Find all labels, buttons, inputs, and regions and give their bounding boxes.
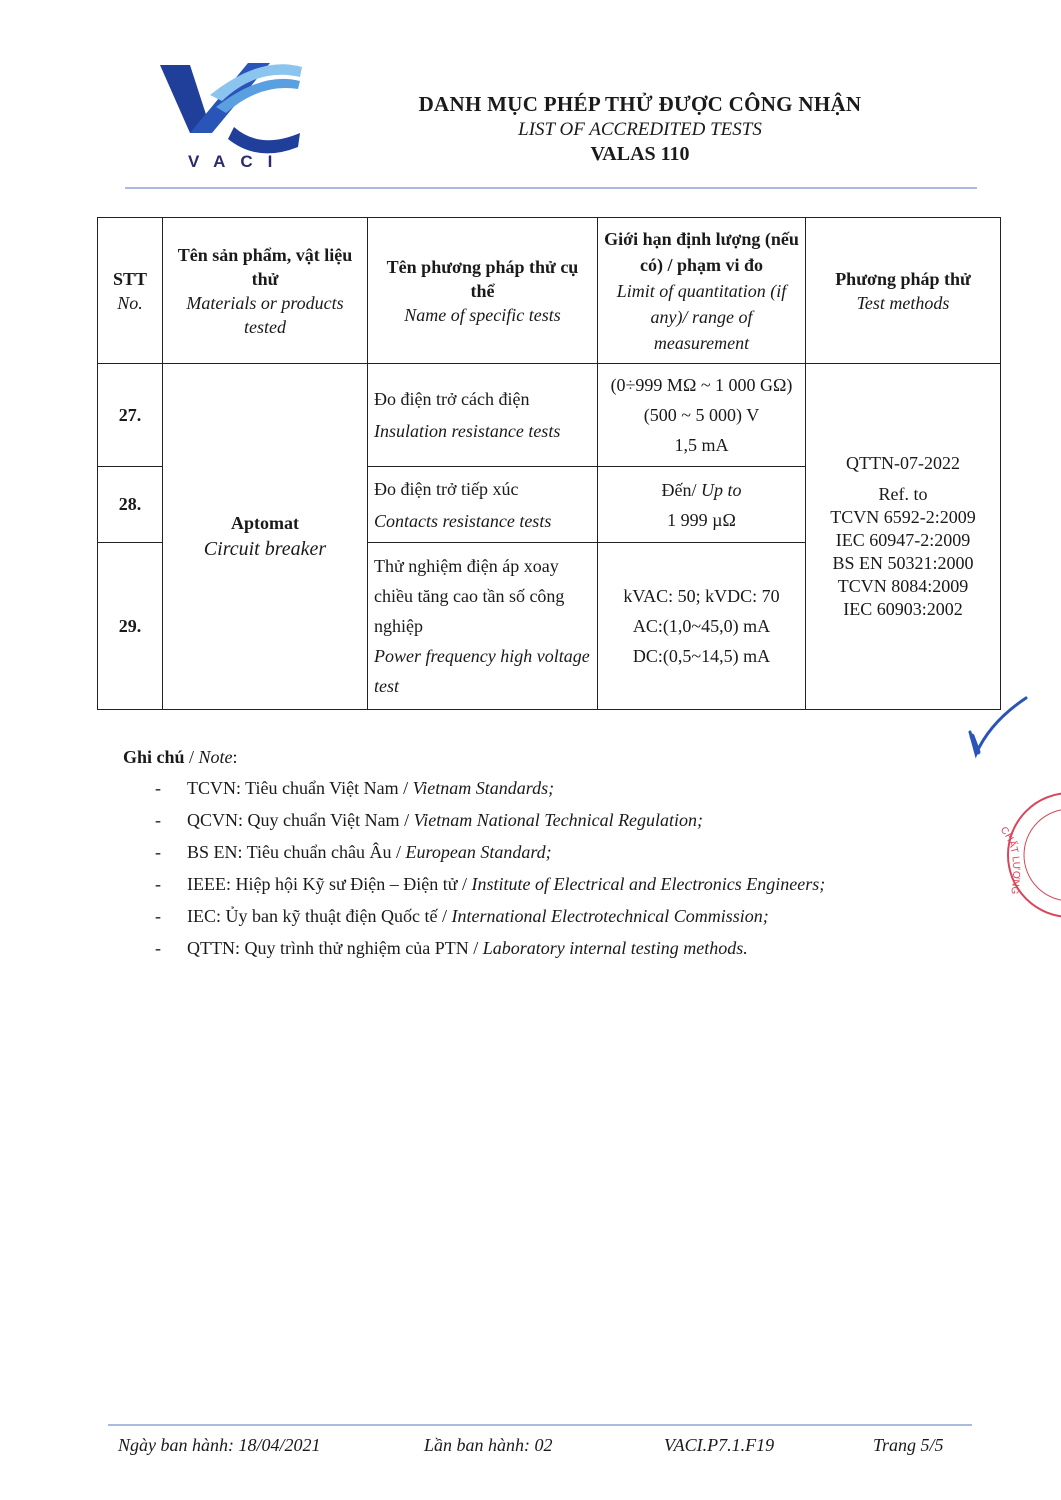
col-header-no-vi: STT [112, 268, 148, 289]
accredited-tests-table [97, 217, 1001, 710]
col-header-test-name-vi: Tên phương pháp thử cụ thể [386, 256, 579, 301]
col-header-material [163, 218, 368, 364]
check-mark-icon [960, 692, 1030, 762]
svg-text:CHẤT LƯỢNG [998, 825, 1022, 895]
notes-list [123, 772, 825, 964]
limit-line: (0÷999 MΩ ~ 1 000 GΩ) [610, 375, 793, 395]
test-name-en: Power frequency high voltage test [374, 646, 590, 696]
note-en: Vietnam National Technical Regulation; [413, 810, 704, 830]
method-line: IEC 60903:2002 [843, 599, 963, 619]
method-line: TCVN 8084:2009 [837, 576, 969, 596]
list-item: - BS EN: Tiêu chuẩn châu Âu / European Standard; [155, 842, 552, 862]
col-header-material-vi: Tên sản phẩm, vật liệu thử [177, 244, 353, 289]
limit-line: AC:(1,0~45,0) mA [632, 616, 771, 636]
list-item: - IEEE: Hiệp hội Kỹ sư Điện – Điện tử / Institute of Electrical and Electronics Engineers; [155, 874, 826, 894]
test-name-cell [368, 543, 598, 710]
notes-title-en: Note [198, 747, 233, 767]
row-number: 27. [98, 364, 163, 467]
note-vi: QCVN: Quy chuẩn Việt Nam [187, 810, 400, 830]
test-name-cell [368, 467, 598, 543]
note-en: International Electrotechnical Commission; [451, 906, 769, 926]
method-line: Ref. to [878, 484, 928, 504]
limit-line: 1 999 µΩ [667, 509, 736, 530]
list-item: - IEC: Ủy ban kỹ thuật điện Quốc tế / International Electrotechnical Commission; [155, 906, 769, 926]
limit-line: (500 ~ 5 000) V [643, 405, 760, 425]
note-vi: IEEE: Hiệp hội Kỹ sư Điện – Điện tử [187, 874, 458, 894]
col-header-material-en: Materials or products tested [186, 292, 344, 337]
col-header-method-en: Test methods [856, 292, 950, 313]
note-en: Institute of Electrical and Electronics Engineers; [471, 874, 826, 894]
col-header-method [806, 218, 1001, 364]
col-header-limit-vi: Giới hạn định lượng (nếu có) / phạm vi đo [604, 228, 799, 275]
note-vi: QTTN: Quy trình thử nghiệm của PTN [187, 938, 469, 958]
document-header [300, 92, 980, 166]
material-name-en: Circuit breaker [203, 537, 327, 560]
header-divider [125, 187, 977, 189]
col-header-test-name [368, 218, 598, 364]
page-number: Trang 5/5 [873, 1435, 944, 1455]
accreditation-code: VALAS 110 [590, 143, 690, 165]
table-row [98, 364, 1001, 467]
revision-number: Lần ban hành: 02 [424, 1435, 553, 1455]
notes-title-vi: Ghi chú [123, 747, 185, 767]
limit-label-en: Up to [701, 479, 742, 500]
test-name-en: Contacts resistance tests [374, 510, 552, 531]
note-vi: IEC: Ủy ban kỹ thuật điện Quốc tế [187, 906, 438, 926]
limit-line: DC:(0,5~14,5) mA [632, 646, 771, 666]
logo-text: VACI [188, 152, 288, 171]
stamp-text: CHẤT LƯỢNG [997, 824, 1022, 895]
limit-line: kVAC: 50; kVDC: 70 [623, 586, 780, 606]
document-title: DANH MỤC PHÉP THỬ ĐƯỢC CÔNG NHẬN [418, 92, 862, 116]
test-name-vi: Đo điện trở cách điện [374, 389, 530, 409]
method-line: IEC 60947-2:2009 [835, 530, 971, 550]
material-cell [163, 364, 368, 710]
note-en: European Standard; [405, 842, 552, 862]
test-name-cell [368, 364, 598, 467]
col-header-test-name-en: Name of specific tests [404, 304, 561, 325]
limit-line [604, 475, 799, 505]
test-name-en: Insulation resistance tests [374, 421, 561, 441]
material-name-vi: Aptomat [231, 512, 299, 533]
notes-section [123, 747, 825, 964]
footer-divider [108, 1424, 972, 1426]
quality-stamp [960, 790, 1061, 920]
col-header-method-vi: Phương pháp thử [835, 268, 971, 289]
limit-cell [598, 364, 806, 467]
test-name-vi: Đo điện trở tiếp xúc [374, 478, 519, 499]
col-header-limit-en: Limit of quantitation (if any)/ range of measurement [616, 280, 787, 353]
limit-line: 1,5 mA [674, 435, 729, 455]
note-en: Vietnam Standards; [412, 778, 555, 798]
list-item: - QCVN: Quy chuẩn Việt Nam / Vietnam National Technical Regulation; [155, 810, 704, 830]
row-number: 28. [98, 467, 163, 543]
document-subtitle: LIST OF ACCREDITED TESTS [518, 119, 762, 140]
document-code: VACI.P7.1.F19 [664, 1435, 775, 1455]
col-header-no-en: No. [117, 292, 143, 313]
method-line: BS EN 50321:2000 [832, 553, 974, 573]
notes-title: Ghi chú / Note: [123, 747, 238, 767]
issue-date: Ngày ban hành: 18/04/2021 [118, 1435, 321, 1455]
limit-label-vi: Đến/ [661, 479, 697, 500]
method-line: TCVN 6592-2:2009 [830, 507, 976, 527]
method-cell [806, 364, 1001, 710]
col-header-limit [598, 218, 806, 364]
list-item: - QTTN: Quy trình thử nghiệm của PTN / Laboratory internal testing methods. [155, 938, 748, 958]
limit-cell [598, 543, 806, 710]
method-line: QTTN-07-2022 [846, 453, 960, 473]
note-en: Laboratory internal testing methods. [482, 938, 748, 958]
table-header-row [98, 218, 1001, 364]
list-item: - TCVN: Tiêu chuẩn Việt Nam / Vietnam Standards; [155, 778, 555, 798]
limit-cell [598, 467, 806, 543]
test-name-vi: Thử nghiệm điện áp xoay chiều tăng cao tần số công nghiệp [374, 556, 565, 636]
col-header-no [98, 218, 163, 364]
note-vi: BS EN: Tiêu chuẩn châu Âu [187, 842, 392, 862]
row-number: 29. [98, 543, 163, 710]
note-vi: TCVN: Tiêu chuẩn Việt Nam [187, 778, 399, 798]
